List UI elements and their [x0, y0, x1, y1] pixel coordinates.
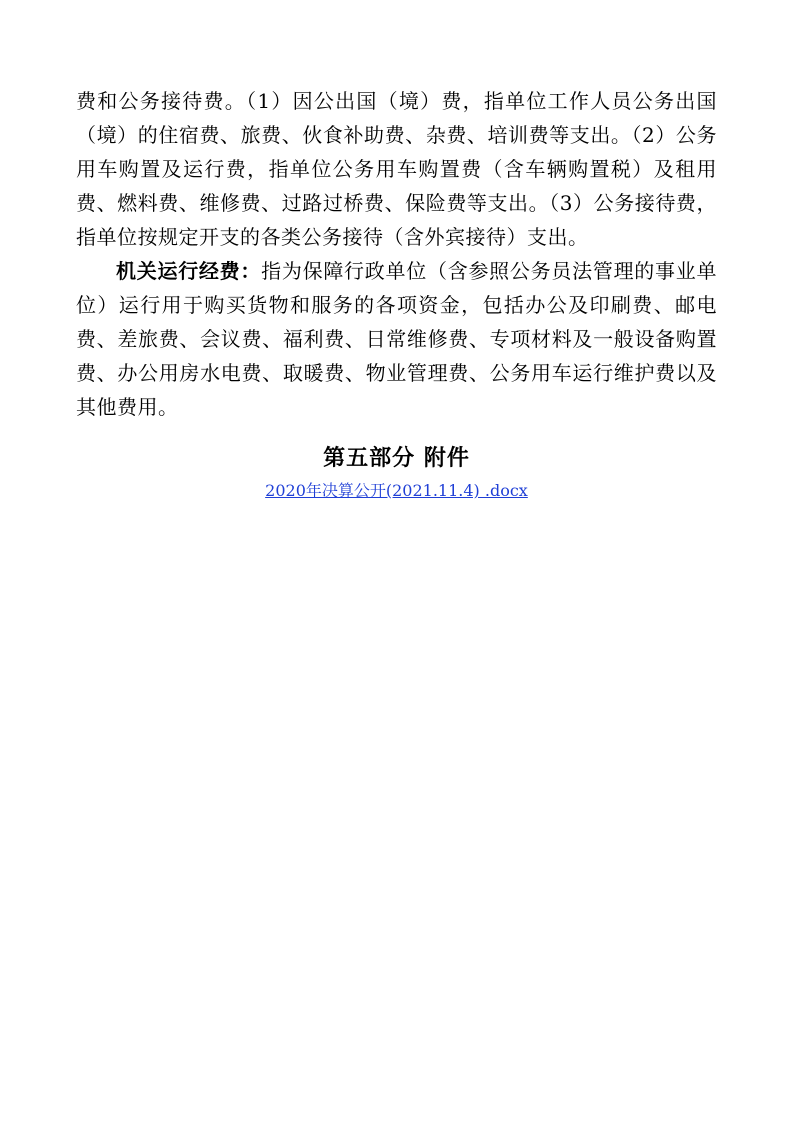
term-operating-funds: 机关运行经费：	[116, 259, 262, 283]
attachment-row	[76, 480, 717, 502]
section-title: 第五部分 附件	[323, 446, 470, 471]
attachment-link[interactable]: 2020年决算公开(2021.11.4) .docx	[265, 481, 528, 500]
paragraph-operating-funds-body: 指为保障行政单位（含参照公务员法管理的事业单位）运行用于购买货物和服务的各项资金，包括办公及印刷费、邮电费、差旅费、会议费、福利费、日常维修费、专项材料及一般设备购置费、办公用房水电费、取暖费、物业管理费、公务用车运行维护费以及其他费用。	[76, 259, 717, 419]
document-page	[76, 84, 717, 502]
paragraph-public-expense-definitions: 费和公务接待费。（1）因公出国（境）费，指单位工作人员公务出国（境）的住宿费、旅费、伙食补助费、杂费、培训费等支出。（2）公务用车购置及运行费，指单位公务用车购置费（含车辆购置税）及租用费、燃料费、维修费、过路过桥费、保险费等支出。（3）公务接待费，指单位按规定开支的各类公务接待（含外宾接待）支出。	[76, 89, 717, 249]
paragraph-operating-funds	[76, 254, 717, 424]
